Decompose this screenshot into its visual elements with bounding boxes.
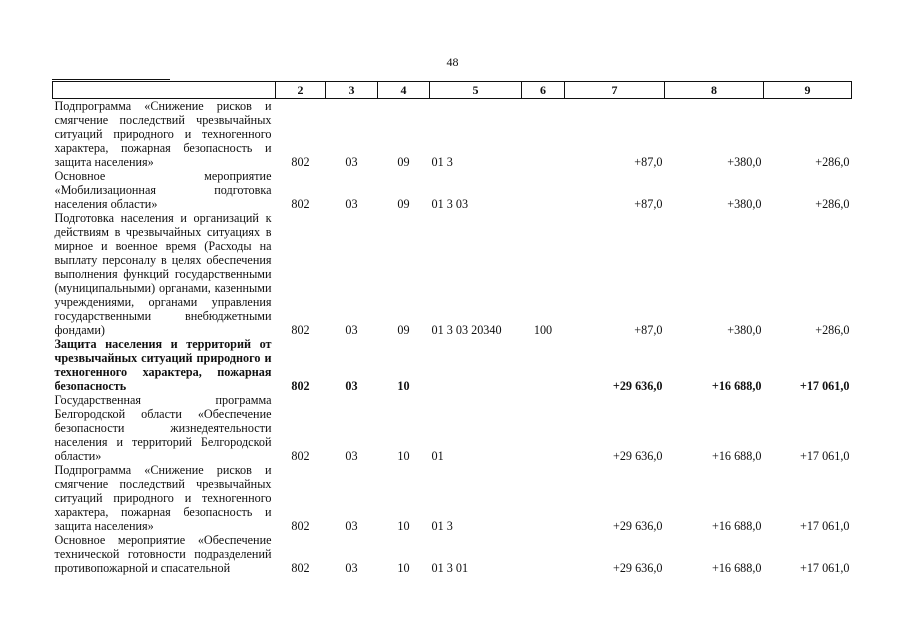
cell-expense-type	[522, 169, 565, 211]
cell-subsection: 10	[397, 561, 410, 575]
cell-amount-col7: +87,0	[634, 155, 663, 169]
cell-target-article	[430, 337, 522, 393]
cell-admin-code: 802	[291, 449, 310, 463]
cell-amount-col7: +87,0	[634, 197, 663, 211]
cell-section: 03	[345, 379, 358, 393]
header-rule	[52, 79, 170, 80]
cell-admin-code: 802	[291, 155, 310, 169]
cell-subsection: 09	[397, 323, 410, 337]
header-row	[53, 82, 852, 99]
row-name: Подготовка населения и организаций к действиям в чрезвычайных ситуациях в мирное и военное время (Расходы на выплату персоналу в целях обеспечения выполнения функций государственными (муниципальными) органами, казенными учреждениями, органами управления государственными внебюджетными фондами)	[54, 211, 272, 337]
cell-expense-type	[522, 533, 565, 575]
cell-section: 03	[345, 323, 358, 337]
cell-amount-col9: +17 061,0	[799, 561, 850, 575]
header-col-4: 4	[378, 82, 430, 99]
cell-target-article: 01 3 01	[431, 561, 469, 575]
row-name: Защита населения и территорий от чрезвычайных ситуаций природного и техногенного характера, пожарная безопасность	[54, 337, 272, 393]
table-row	[53, 211, 852, 337]
header-col-5: 5	[430, 82, 522, 99]
cell-section: 03	[345, 561, 358, 575]
row-name: Подпрограмма «Снижение рисков и смягчение последствий чрезвычайных ситуаций природного и техногенного характера, пожарная безопасность и защита населения»	[54, 99, 272, 169]
table-row	[53, 463, 852, 533]
cell-amount-col8: +16 688,0	[711, 519, 762, 533]
cell-admin-code: 802	[291, 379, 310, 393]
row-name: Государственная программа Белгородской области «Обеспечение безопасности жизнедеятельности населения и территорий Белгородской области»	[54, 393, 272, 463]
cell-section: 03	[345, 155, 358, 169]
cell-amount-col8: +380,0	[727, 323, 762, 337]
table-row	[53, 99, 852, 170]
row-name: Основное мероприятие «Обеспечение технической готовности подразделений противопожарной и спасательной	[54, 533, 272, 575]
table-row	[53, 533, 852, 575]
cell-amount-col9: +17 061,0	[799, 379, 850, 393]
header-col-2: 2	[276, 82, 326, 99]
cell-amount-col8: +380,0	[727, 155, 762, 169]
page-number: 48	[446, 55, 459, 69]
cell-target-article: 01 3	[431, 519, 453, 533]
cell-subsection: 09	[397, 155, 410, 169]
cell-amount-col7: +29 636,0	[612, 449, 663, 463]
cell-admin-code: 802	[291, 323, 310, 337]
budget-table	[52, 81, 852, 575]
cell-target-article: 01 3	[431, 155, 453, 169]
header-col-7: 7	[565, 82, 665, 99]
cell-amount-col7: +29 636,0	[612, 519, 663, 533]
cell-amount-col7: +87,0	[634, 323, 663, 337]
cell-amount-col7: +29 636,0	[612, 561, 663, 575]
header-col-9: 9	[764, 82, 852, 99]
cell-target-article: 01 3 03	[431, 197, 469, 211]
table-row	[53, 337, 852, 393]
cell-target-article: 01 3 03 20340	[431, 323, 502, 337]
header-col-6: 6	[522, 82, 565, 99]
cell-admin-code: 802	[291, 197, 310, 211]
cell-subsection: 10	[397, 379, 410, 393]
cell-amount-col9: +286,0	[815, 197, 850, 211]
cell-amount-col8: +380,0	[727, 197, 762, 211]
cell-amount-col9: +17 061,0	[799, 449, 850, 463]
cell-section: 03	[345, 519, 358, 533]
cell-amount-col9: +286,0	[815, 323, 850, 337]
row-name: Подпрограмма «Снижение рисков и смягчение последствий чрезвычайных ситуаций природного и техногенного характера, пожарная безопасность и защита населения»	[54, 463, 272, 533]
cell-amount-col9: +17 061,0	[799, 519, 850, 533]
header-col-8: 8	[665, 82, 764, 99]
header-col-3: 3	[326, 82, 378, 99]
row-name: Основное мероприятие «Мобилизационная подготовка населения области»	[54, 169, 272, 211]
table-row	[53, 393, 852, 463]
cell-amount-col8: +16 688,0	[711, 379, 762, 393]
cell-admin-code: 802	[291, 519, 310, 533]
cell-amount-col9: +286,0	[815, 155, 850, 169]
cell-expense-type	[522, 99, 565, 170]
cell-expense-type	[522, 337, 565, 393]
cell-subsection: 10	[397, 449, 410, 463]
cell-amount-col7: +29 636,0	[612, 379, 663, 393]
cell-expense-type	[522, 393, 565, 463]
header-col-1	[53, 82, 276, 99]
cell-target-article: 01	[431, 449, 444, 463]
cell-section: 03	[345, 197, 358, 211]
cell-subsection: 10	[397, 519, 410, 533]
cell-amount-col8: +16 688,0	[711, 561, 762, 575]
table-row	[53, 169, 852, 211]
cell-subsection: 09	[397, 197, 410, 211]
cell-amount-col8: +16 688,0	[711, 449, 762, 463]
cell-expense-type: 100	[533, 323, 553, 337]
cell-admin-code: 802	[291, 561, 310, 575]
cell-expense-type	[522, 463, 565, 533]
cell-section: 03	[345, 449, 358, 463]
